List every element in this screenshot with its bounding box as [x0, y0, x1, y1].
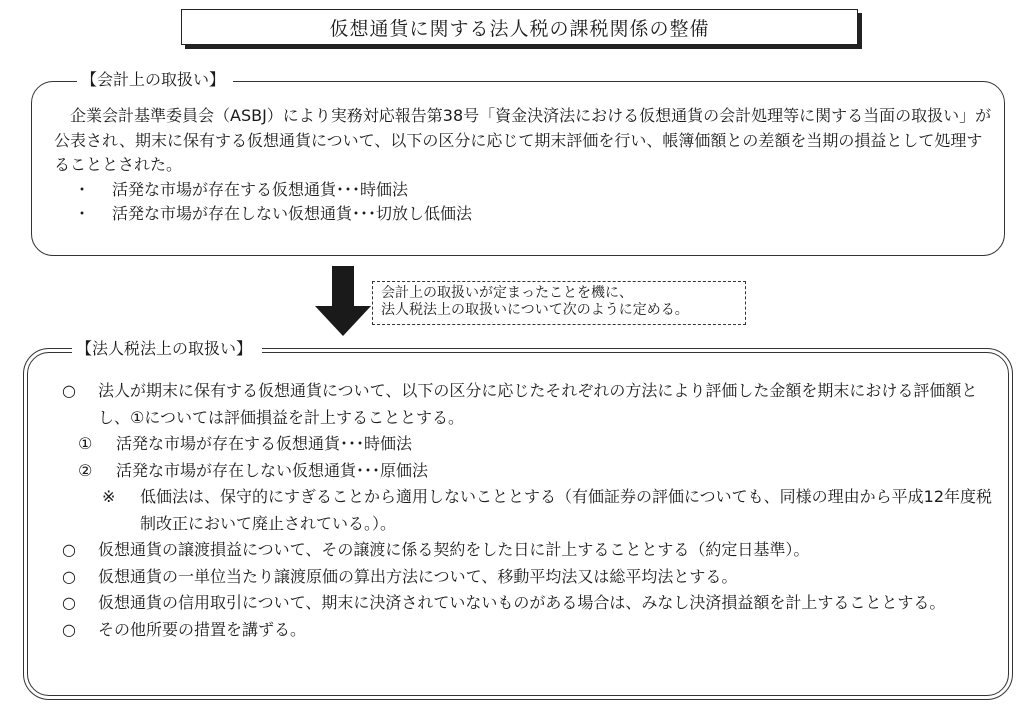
- item-text: 仮想通貨の譲渡損益について、その譲渡に係る契約をした日に計上することとする（約定日基準）。: [98, 540, 810, 559]
- circle-marker: ○: [62, 619, 76, 639]
- accounting-section-label: 【会計上の取扱い】: [77, 69, 233, 91]
- item-text: その他所要の措置を講ずる。: [98, 619, 307, 639]
- bullet-marker: ・: [74, 179, 91, 199]
- bullet-marker: ・: [74, 204, 91, 223]
- accounting-body: [54, 104, 992, 227]
- list-item: [60, 378, 995, 431]
- list-item: [60, 458, 995, 485]
- list-item: [54, 202, 992, 227]
- list-item: [60, 484, 995, 537]
- circle-marker: ○: [62, 540, 76, 559]
- item-text: 活発な市場が存在する仮想通貨･･･時価法: [116, 434, 413, 453]
- list-item: [60, 564, 995, 591]
- circle-marker: ○: [62, 381, 76, 400]
- accounting-paragraph: 企業会計基準委員会（ASBJ）により実務対応報告第38号「資金決済法における仮想通貨の会計処理等に関する当面の取扱い」が公表され、期末に保有する仮想通貨について、以下の区分に応じて期末評価を行い、帳簿価額との差額を当期の損益として処理することとされた。: [54, 106, 992, 174]
- item-text: 仮想通貨の信用取引について、期末に決済されていないものがある場合は、みなし決済損益額を計上することとする。: [98, 593, 946, 612]
- item-text: 仮想通貨の一単位当たり譲渡原価の算出方法について、移動平均法又は総平均法とする。: [98, 566, 738, 586]
- list-item: [60, 590, 995, 617]
- bullet-text: 活発な市場が存在する仮想通貨･･･時価法: [112, 179, 409, 199]
- tax-body: [60, 378, 995, 643]
- down-arrow-icon: [313, 266, 373, 336]
- accounting-treatment-box: [31, 81, 1005, 256]
- item-text: 低価法は、保守的にすぎることから適用しないこととする（有価証券の評価についても、同様の理由から平成12年度税制改正において廃止されている。）。: [140, 487, 993, 533]
- transition-note: [372, 281, 746, 325]
- bullet-text: 活発な市場が存在しない仮想通貨･･･切放し低価法: [112, 204, 473, 223]
- circle-marker: ○: [62, 566, 76, 586]
- tax-section-label: 【法人税法上の取扱い】: [72, 338, 262, 360]
- item-text: 活発な市場が存在しない仮想通貨･･･原価法: [116, 460, 429, 480]
- circle-marker: ○: [62, 593, 76, 612]
- note-marker: ※: [102, 487, 116, 506]
- list-item: [60, 431, 995, 458]
- list-item: [54, 178, 992, 203]
- page-title: 仮想通貨に関する法人税の課税関係の整備: [181, 9, 858, 45]
- list-item: [60, 537, 995, 564]
- number-marker: ②: [78, 460, 93, 480]
- list-item: [60, 617, 995, 644]
- note-line-2: 法人税法上の取扱いについて次のように定める。: [381, 302, 689, 318]
- number-marker: ①: [78, 434, 93, 453]
- note-line-1: 会計上の取扱いが定まったことを機に、: [381, 285, 633, 301]
- item-text: 法人が期末に保有する仮想通貨について、以下の区分に応じたそれぞれの方法により評価した金額を期末における評価額とし、①については評価損益を計上することとする。: [98, 381, 978, 427]
